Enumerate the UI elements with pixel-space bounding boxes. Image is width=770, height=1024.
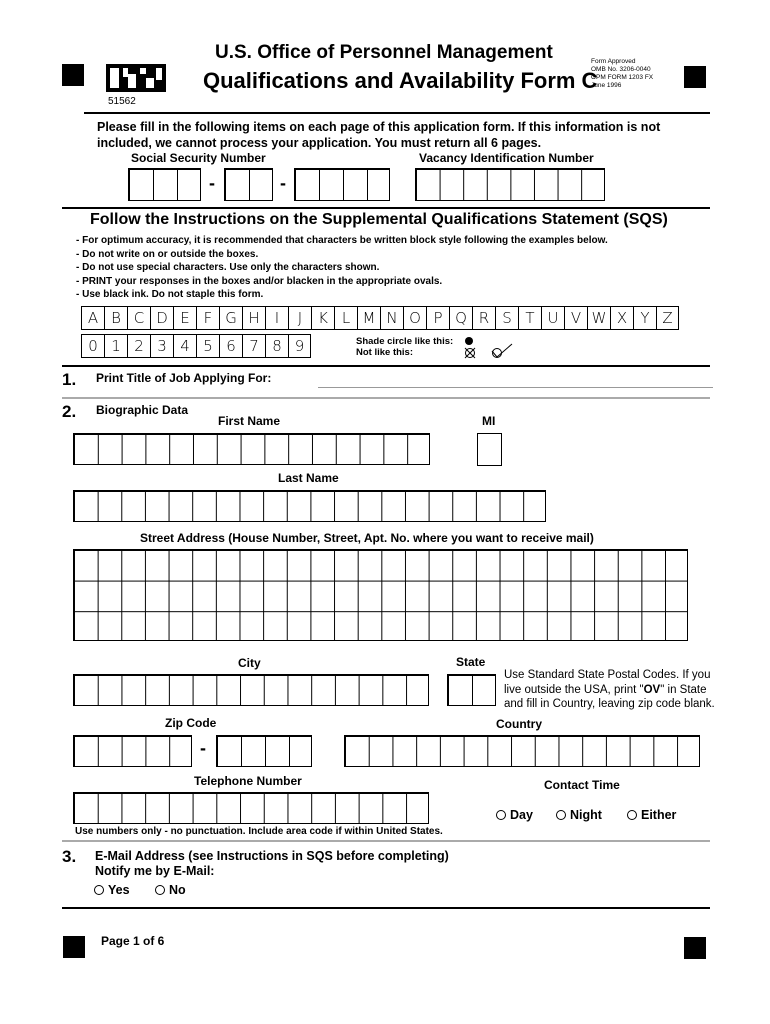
agency-title: U.S. Office of Personnel Management [215, 42, 553, 63]
city-boxes[interactable] [73, 674, 429, 706]
state-note-text: " in State [660, 683, 707, 696]
digit-example: 8 [265, 334, 288, 358]
zip-code-boxes[interactable] [73, 735, 192, 767]
digit-example: 9 [288, 334, 311, 358]
country-label: Country [496, 717, 542, 731]
letter-example: O [403, 306, 426, 330]
telephone-boxes[interactable] [73, 792, 429, 824]
letter-example: S [495, 306, 518, 330]
job-title-input-line[interactable] [318, 387, 713, 388]
letter-example: P [426, 306, 449, 330]
option-label: Yes [108, 883, 130, 897]
state-note-line [504, 683, 715, 698]
letter-example: Y [633, 306, 656, 330]
not-like-text: Not like this: [356, 347, 414, 358]
radio-circle-icon[interactable] [94, 885, 104, 895]
state-code-note [504, 668, 715, 712]
contact-night-option[interactable] [556, 808, 602, 822]
digit-example: 5 [196, 334, 219, 358]
divider [62, 907, 710, 909]
letter-example: E [173, 306, 196, 330]
opm-logo-icon [106, 64, 166, 92]
letter-example: N [380, 306, 403, 330]
country-boxes[interactable] [344, 735, 700, 767]
mi-label: MI [482, 414, 496, 428]
digit-example: 2 [127, 334, 150, 358]
vacancy-id-boxes[interactable] [415, 168, 605, 201]
ssn-part2-boxes[interactable] [224, 168, 273, 201]
ssn-dash: - [280, 173, 286, 193]
digit-example: 4 [173, 334, 196, 358]
street-address-boxes[interactable] [73, 549, 688, 641]
digit-examples [81, 334, 311, 358]
letter-example: B [104, 306, 127, 330]
instruction-bullets [76, 234, 608, 302]
radio-circle-icon[interactable] [627, 810, 637, 820]
email-label: E-Mail Address (see Instructions in SQS before completing) [95, 849, 449, 863]
letter-example: T [518, 306, 541, 330]
job-title-label: Print Title of Job Applying For: [96, 371, 272, 385]
bullet-item: - Do not use special characters. Use only the characters shown. [76, 262, 380, 274]
letter-examples [81, 306, 679, 330]
ssn-dash: - [209, 173, 215, 193]
checked-circle-icon [490, 342, 514, 360]
approval-line: OMB No. 3206-0040 [591, 66, 651, 73]
page-indicator: Page 1 of 6 [101, 934, 165, 948]
state-note-ov: OV [643, 683, 661, 696]
registration-mark-top-left [62, 64, 84, 86]
state-boxes[interactable] [447, 674, 496, 706]
approval-block [591, 58, 653, 90]
letter-example: M [357, 306, 380, 330]
state-note-line: Use Standard State Postal Codes. If you [504, 669, 711, 681]
sqs-heading: Follow the Instructions on the Supplemental Qualifications Statement (SQS) [90, 211, 668, 228]
letter-example: X [610, 306, 633, 330]
option-label: Night [570, 808, 602, 822]
street-address-label: Street Address (House Number, Street, Apt. No. where you want to receive mail) [140, 531, 594, 545]
crossed-circle-icon [464, 347, 476, 359]
letter-example: G [219, 306, 242, 330]
letter-example: A [81, 306, 104, 330]
digit-example: 1 [104, 334, 127, 358]
form-title: Qualifications and Availability Form C [203, 68, 598, 93]
bullet-item: - Do not write on or outside the boxes. [76, 248, 259, 260]
contact-time-label: Contact Time [544, 778, 620, 792]
section-3-number: 3. [62, 847, 77, 866]
letter-example: J [288, 306, 311, 330]
divider [62, 207, 710, 209]
city-label: City [238, 656, 261, 670]
registration-mark-bottom-right [684, 937, 706, 959]
letter-example: R [472, 306, 495, 330]
letter-example: K [311, 306, 334, 330]
letter-example: L [334, 306, 357, 330]
radio-circle-icon[interactable] [155, 885, 165, 895]
state-note-line: and fill in Country, leaving zip code blank. [504, 698, 715, 710]
last-name-label: Last Name [278, 471, 339, 485]
option-label: Day [510, 808, 533, 822]
letter-example: Q [449, 306, 472, 330]
section-2-number: 2. [62, 402, 77, 421]
zip-code-label: Zip Code [165, 716, 217, 730]
phone-note: Use numbers only - no punctuation. Include area code if within United States. [75, 826, 443, 837]
shade-like-text: Shade circle like this: [356, 336, 454, 347]
state-note-text: live outside the USA, print " [504, 683, 644, 696]
radio-circle-icon[interactable] [556, 810, 566, 820]
letter-example: H [242, 306, 265, 330]
form-number: 51562 [108, 96, 136, 107]
letter-example: W [587, 306, 610, 330]
radio-circle-icon[interactable] [496, 810, 506, 820]
section-1-number: 1. [62, 370, 77, 389]
ssn-part3-boxes[interactable] [294, 168, 390, 201]
first-name-boxes[interactable] [73, 433, 430, 465]
bullet-item: - PRINT your responses in the boxes and/or blacken in the appropriate ovals. [76, 275, 443, 287]
divider [62, 397, 710, 399]
letter-example: D [150, 306, 173, 330]
intro-instructions: Please fill in the following items on each page of this application form. If this information is not included, we cannot process your application. You must return all 6 pages. [97, 120, 661, 150]
digit-example: 0 [81, 334, 104, 358]
filled-circle-icon [464, 336, 474, 346]
state-label: State [456, 655, 486, 669]
option-label: No [169, 883, 186, 897]
digit-example: 6 [219, 334, 242, 358]
shade-example-label [356, 336, 453, 358]
contact-either-option[interactable] [627, 808, 676, 822]
notify-label: Notify me by E-Mail: [95, 864, 215, 878]
divider [84, 112, 710, 114]
zip-dash: - [200, 738, 206, 758]
bullet-item: - Use black ink. Do not staple this form. [76, 289, 264, 301]
approval-line: Form Approved [591, 58, 636, 65]
ssn-part1-boxes[interactable] [128, 168, 201, 201]
last-name-boxes[interactable] [73, 490, 546, 522]
first-name-label: First Name [218, 414, 281, 428]
letter-example: F [196, 306, 219, 330]
telephone-label: Telephone Number [194, 774, 302, 788]
contact-day-option[interactable] [496, 808, 533, 822]
divider [62, 840, 710, 842]
option-label: Either [641, 808, 677, 822]
letter-example: Z [656, 306, 679, 330]
digit-example: 3 [150, 334, 173, 358]
letter-example: V [564, 306, 587, 330]
notify-yes-option[interactable] [94, 883, 130, 897]
mi-box[interactable] [477, 433, 502, 466]
ssn-label: Social Security Number [131, 151, 266, 165]
divider [62, 365, 710, 367]
registration-mark-bottom-left [63, 936, 85, 958]
vacancy-label: Vacancy Identification Number [419, 151, 594, 165]
zip-extension-boxes[interactable] [216, 735, 312, 767]
letter-example: U [541, 306, 564, 330]
digit-example: 7 [242, 334, 265, 358]
letter-example: I [265, 306, 288, 330]
bullet-item: - For optimum accuracy, it is recommended that characters be written block style following the examples below. [76, 235, 608, 246]
biographic-data-label: Biographic Data [96, 403, 189, 417]
notify-no-option[interactable] [155, 883, 186, 897]
approval-line: OPM FORM 1203 FX [591, 74, 654, 81]
letter-example: C [127, 306, 150, 330]
registration-mark-top-right [684, 66, 706, 88]
approval-line: June 1996 [591, 82, 622, 89]
